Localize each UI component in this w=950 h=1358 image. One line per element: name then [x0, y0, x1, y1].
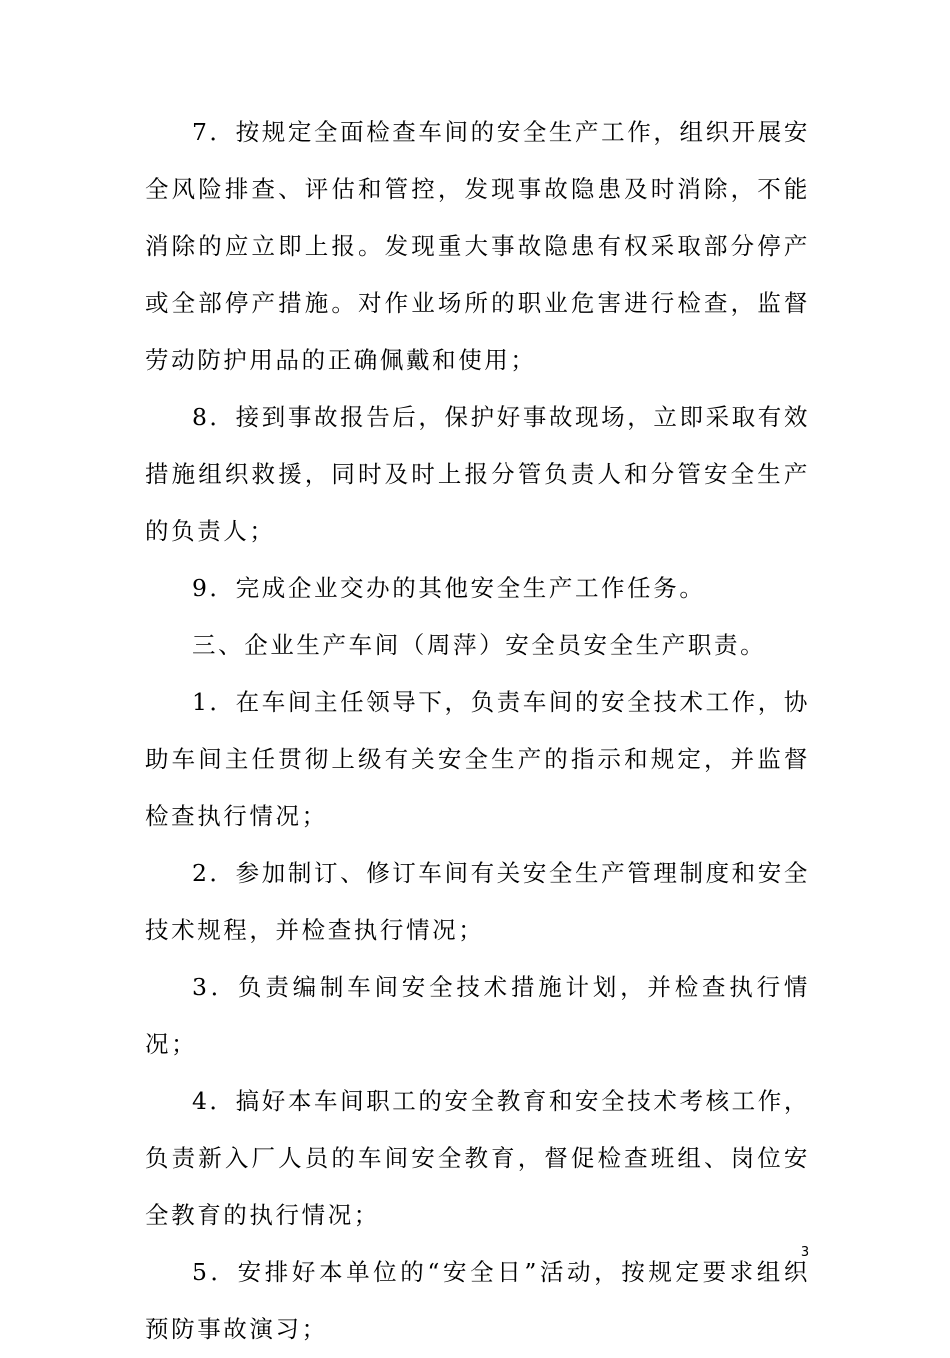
paragraph-item-3: 3．负责编制车间安全技术措施计划，并检查执行情况；	[145, 973, 810, 1058]
paragraph-item-8: 8．接到事故报告后，保护好事故现场，立即采取有效措施组织救援，同时及时上报分管负责人和分管安全生产的负责人；	[145, 403, 810, 545]
paragraph-item-5: 5．安排好本单位的“安全日”活动，按规定要求组织预防事故演习；	[145, 1258, 810, 1343]
section-heading: 三、企业生产车间（周萍）安全员安全生产职责。	[192, 631, 767, 659]
paragraph-item-1: 1．在车间主任领导下，负责车间的安全技术工作，协助车间主任贯彻上级有关安全生产的指示和规定，并监督检查执行情况；	[145, 688, 810, 830]
paragraph-item-4: 4．搞好本车间职工的安全教育和安全技术考核工作，负责新入厂人员的车间安全教育，督促检查班组、岗位安全教育的执行情况；	[145, 1087, 810, 1229]
document-body	[145, 104, 810, 1358]
paragraph-item-7: 7．按规定全面检查车间的安全生产工作，组织开展安全风险排查、评估和管控，发现事故隐患及时消除，不能消除的应立即上报。发现重大事故隐患有权采取部分停产或全部停产措施。对作业场所的职业危害进行检查，监督劳动防护用品的正确佩戴和使用；	[145, 118, 810, 374]
page-number: 3	[800, 1245, 810, 1260]
paragraph-item-2: 2．参加制订、修订车间有关安全生产管理制度和安全技术规程，并检查执行情况；	[145, 859, 810, 944]
paragraph-item-9: 9．完成企业交办的其他安全生产工作任务。	[192, 574, 706, 602]
